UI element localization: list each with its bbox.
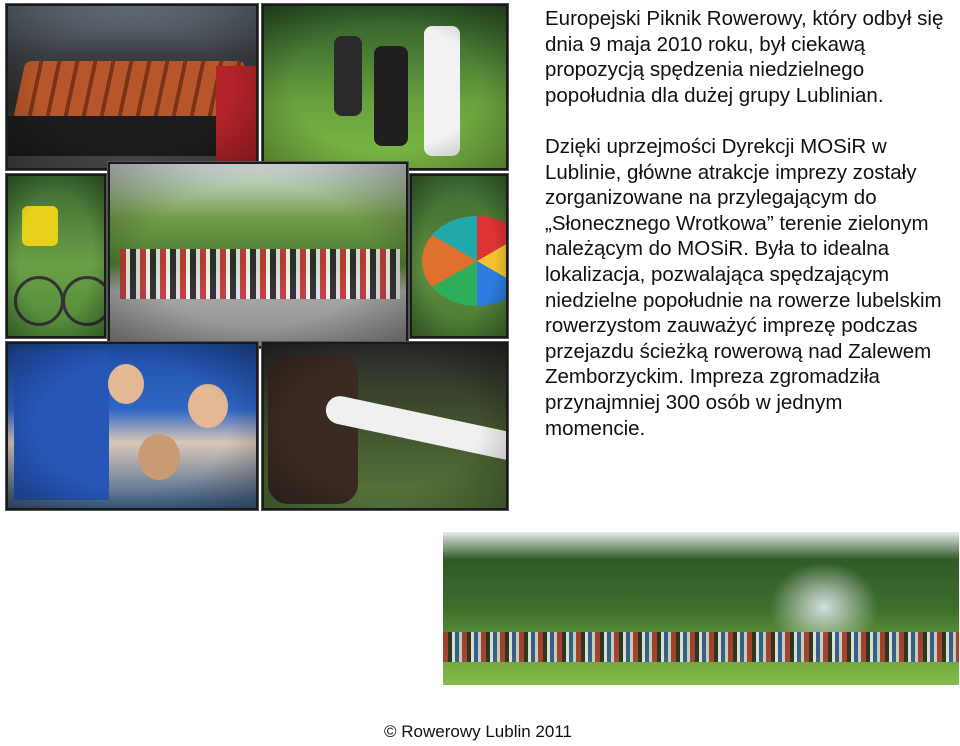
girl-shirt [22, 206, 58, 246]
photo-parachute [410, 174, 508, 338]
grill-red-bag [216, 66, 256, 166]
bike-wheel [14, 276, 64, 326]
photo-cyclists-road [108, 162, 408, 348]
photo-kids-park [262, 4, 508, 170]
grill-sausages [11, 61, 246, 131]
man-with-cap [268, 354, 358, 504]
person [424, 26, 460, 156]
person-face [108, 364, 144, 404]
article-paragraph-1: Europejski Piknik Rowerowy, który odbył się dnia 9 maja 2010 roku, był ciekawą propozycją spędzenia niedzielnego popołudnia dla dużej grupy Lublinian. [545, 7, 944, 107]
photo-grill [6, 4, 258, 170]
bike-frame [323, 394, 508, 463]
photo-bike-closeup [262, 342, 508, 510]
photo-girl-bike [6, 174, 106, 338]
article-paragraph-2: Dzięki uprzejmości Dyrekcji MOSiR w Lublinie, główne atrakcje imprezy zostały zorganizowane na przylegającym do „Słonecznego Wrotkowa” terenie zielonym należącym do MOSiR. Była to idealna lokalizacja, pozwalająca spędzającym niedzielne popołudnie na rowerze lubelskim rowerzystom zauważyć imprezę podczas przejazdu ścieżką rowerową nad Zalewem Zemborzyckim. Impreza zgromadziła przynajmniej 300 osób w jednym momencie. [545, 134, 942, 440]
person-face [138, 434, 180, 480]
parachute [422, 216, 508, 306]
person [334, 36, 362, 116]
cyclist-group [120, 249, 400, 299]
grill-tray [8, 116, 248, 156]
person-face [188, 384, 228, 428]
europe-direct-banner [14, 350, 109, 500]
article-text [545, 6, 945, 441]
footer [0, 722, 960, 742]
person [374, 46, 408, 146]
copyright-text: © Rowerowy Lublin 2011 [384, 722, 572, 741]
photo-picnic-crowd [443, 532, 959, 685]
picnic-crowd [443, 632, 959, 662]
bike-wheel [62, 276, 106, 326]
photo-europe-direct [6, 342, 258, 510]
